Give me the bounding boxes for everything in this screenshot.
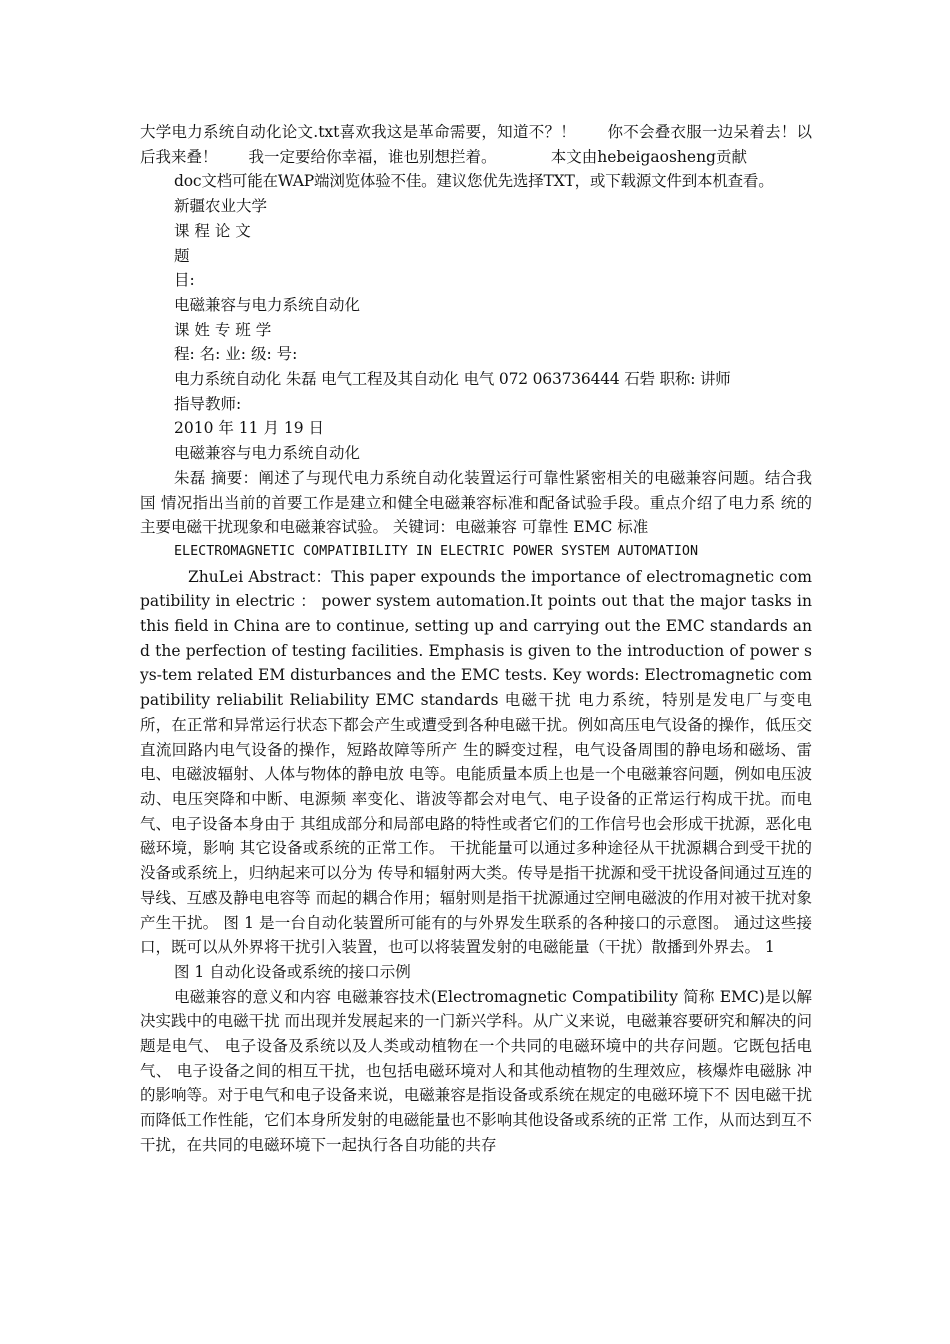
title-label-2: 目:	[174, 271, 195, 290]
date: 2010 年 11 月 19 日	[174, 419, 325, 438]
figure-caption: 图 1 自动化设备或系统的接口示例	[174, 962, 411, 981]
paper-title-2: 电磁兼容与电力系统自动化	[174, 444, 361, 463]
emc-section: 电磁兼容的意义和内容 电磁兼容技术(Electromagnetic Compatibility 简称 EMC)是以解决实践中的电磁干扰 而出现并发展起来的一门新兴学科。从广义来说，电磁兼容要研究和解决的问题是电气、 电子设备及系统以及人类或动植物在一个共同的电磁环境中的共存问题。它既包括电气、 电子设备之间的相互干扰，也包括电磁环境对人和其他动植物的生理效应，核爆炸电磁脉 冲的影响等。对于电气和电子设备来说，电磁兼容是指设备或系统在规定的电磁环境下不 因电磁干扰而降低工作性能，它们本身所发射的电磁能量也不影响其他设备或系统的正常 工作，从而达到互不干扰，在共同的电磁环境下一起执行各自功能的共存	[140, 987, 812, 1154]
abstract-cn: 朱磊 摘要：阐述了与现代电力系统自动化装置运行可靠性紧密相关的电磁兼容问题。结合我国 情况指出当前的首要工作是建立和健全电磁兼容标准和配备试验手段。重点介绍了电力系 统的主要电磁干扰现象和电磁兼容试验。 关键词：电磁兼容 可靠性 EMC 标准	[140, 468, 812, 537]
info-labels-row-1: 课 姓 专 班 学	[174, 320, 272, 339]
document-page	[140, 120, 812, 1158]
info-values: 电力系统自动化 朱磊 电气工程及其自动化 电气 072 063736444 石砦 职称: 讲师	[174, 370, 731, 389]
header-text: 大学电力系统自动化论文.txt喜欢我这是革命需要，知道不？！ 你不会叠衣服一边呆着去！以后我来叠！ 我一定要给你幸福，谁也别想拦着。 本文由hebeigaosheng贡献	[140, 123, 812, 166]
abstract-en: ZhuLei Abstract：This paper expounds the importance of electromagnetic compatibility in electric ： power system automation.It points out that the major tasks in this field in China are to continue, setting up and carrying out the EMC standards and the perfection of testing facilities. Emphasis is given to the introduction of power sys-tem related EM disturbances and the EMC tests. Key words: Electromagnetic compatibility reliabilit Reliability EMC standards 电磁干扰 电力系统，特别是发电厂与变电所，在正常和异常运行状态下都会产生或遭受到各种电磁干扰。例如高压电气设备的操作，低压交直流回路内电气设备的操作，短路故障等所产 生的瞬变过程，电气设备周围的静电场和磁场、雷电、电磁波辐射、人体与物体的静电放 电等。电能质量本质上也是一个电磁兼容问题，例如电压波动、电压突降和中断、电源频 率变化、谐波等都会对电气、电子设备的正常运行构成干扰。而电气、电子设备本身由于 其组成部分和局部电路的特性或者它们的工作信号也会形成干扰源，恶化电磁环境，影响 其它设备或系统的正常工作。 干扰能量可以通过多种途径从干扰源耦合到受干扰的没备或系统上，归纳起来可以分为 传导和辐射两大类。传导是指干扰源和受干扰设备间通过互连的导线、互感及静电电容等 而起的耦合作用；辐射则是指干扰源通过空闸电磁波的作用对被干扰对象产生干扰。 图 1 是一台自动化装置所可能有的与外界发生联系的各种接口的示意图。 通过这些接口，既可以从外界将干扰引入装置，也可以将装置发射的电磁能量（干扰）散播到外界去。 1	[140, 567, 812, 957]
university-name: 新疆农业大学	[174, 197, 268, 216]
doc-note: doc文档可能在WAP端浏览体验不佳。建议您优先选择TXT，或下载源文件到本机查看。	[174, 172, 774, 191]
info-labels-row-2: 程: 名: 业: 级: 号:	[174, 345, 298, 364]
title-label-1: 题	[174, 246, 190, 265]
course-label: 课 程 论 文	[174, 221, 251, 240]
english-title: ELECTROMAGNETIC COMPATIBILITY IN ELECTRIC POWER SYSTEM AUTOMATION	[174, 543, 699, 559]
advisor-label: 指导教师:	[174, 394, 242, 413]
paper-title: 电磁兼容与电力系统自动化	[174, 295, 361, 314]
